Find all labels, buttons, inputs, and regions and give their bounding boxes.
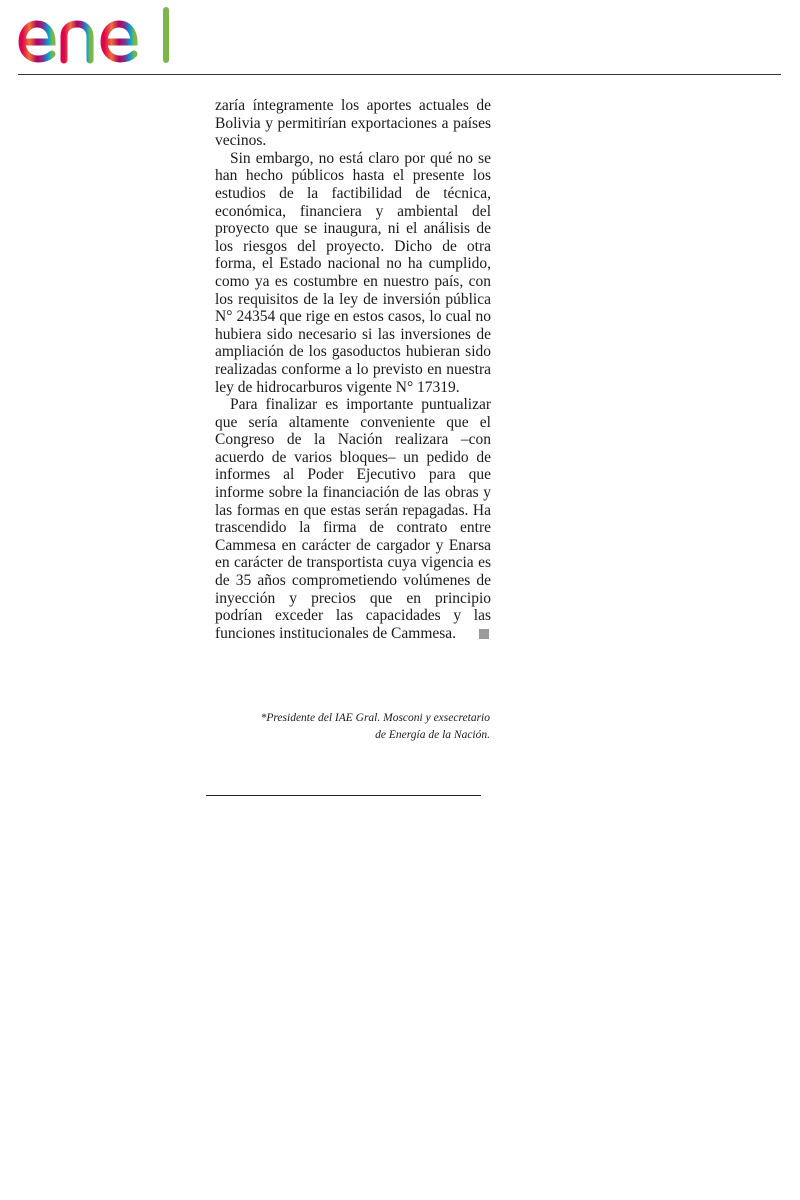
article-column: [215, 97, 491, 642]
footnote-line: *Presidente del IAE Gral. Mosconi y exsecretario: [260, 712, 490, 724]
enel-logo: [16, 4, 182, 68]
header-divider: [18, 74, 781, 75]
article-paragraph-text: Para finalizar es importante puntualizar que sería altamente conveniente que el Congreso de la Nación realizara –con acuerdo de varios bloques– un pedido de informes al Poder Ejecutivo para que informe sobre la financiación de las obras y las formas en que estas serán repagadas. Ha trascendido la firma de contrato entre Cammesa en carácter de cargador y Enarsa en carácter de transportista cuya vigencia es de 35 años comprometiendo volúmenes de inyección y precios que en principio podrían exceder las capacidades y las funciones institucionales de Cammesa.: [215, 396, 491, 642]
column-end-divider: [206, 795, 481, 796]
end-of-article-square-icon: [479, 629, 489, 639]
page-header: [0, 0, 800, 76]
article-paragraph: zaría íntegramente los aportes actuales de Bolivia y permitirían exportaciones a países vecinos.: [215, 97, 491, 150]
footnote-line: de Energía de la Nación.: [375, 729, 490, 741]
article-paragraph: Sin embargo, no está claro por qué no se han hecho públicos hasta el presente los estudios de la factibilidad de técnica, económica, financiera y ambiental del proyecto que se inaugura, ni el análisis de los riesgos del proyecto. Dicho de otra forma, el Estado nacional no ha cumplido, como ya es costumbre en nuestro país, con los requisitos de la ley de inversión pública N° 24354 que rige en estos casos, lo cual no hubiera sido necesario si las inversiones de ampliación de los gasoductos hubieran sido realizadas conforme a lo previsto en nuestra ley de hidrocarburos vigente N° 17319.: [215, 149, 491, 396]
article-paragraph: [215, 396, 491, 642]
author-footnote: [215, 710, 490, 744]
